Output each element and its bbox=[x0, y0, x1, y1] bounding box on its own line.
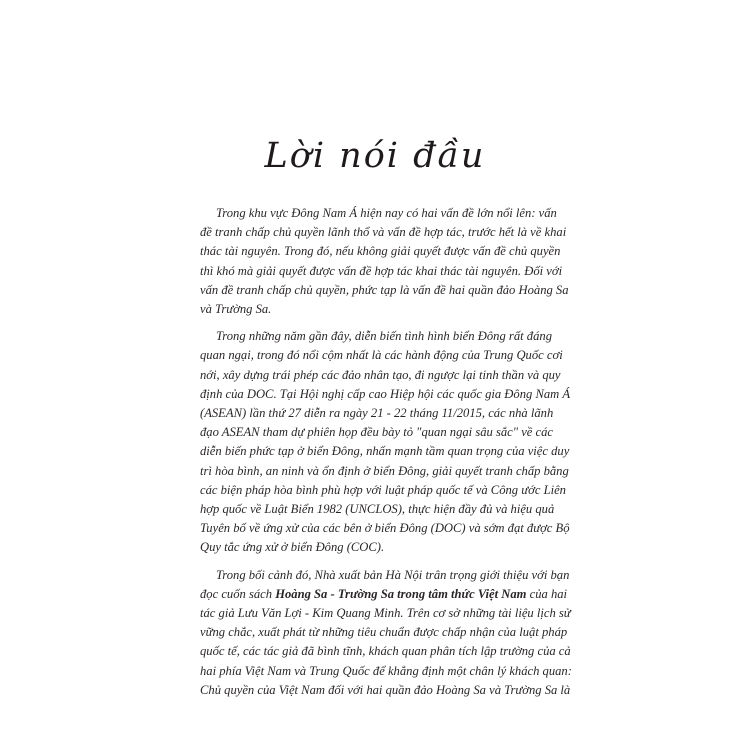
text-line: nới, xây dựng trái phép các đảo nhân tạo, đi ngược lại tinh thần và quy bbox=[200, 367, 561, 382]
text-line: quốc tế, các tác giả đã bình tĩnh, khách quan phân tích lập trường của cả bbox=[200, 644, 571, 659]
text-line: đạo ASEAN tham dự phiên họp đều bày tỏ "quan ngại sâu sắc" về các bbox=[200, 425, 553, 440]
text-line: thì khó mà giải quyết được vấn đề hợp tác khai thác tài nguyên. Đối với bbox=[200, 263, 563, 278]
text-line: hai phía Việt Nam và Trung Quốc để khẳng định một chân lý khách quan: bbox=[200, 663, 572, 678]
text-line: trì hòa bình, an ninh và ổn định ở biển Đông, giải quyết tranh chấp bằng bbox=[200, 463, 569, 478]
text-line: Trong bối cảnh đó, Nhà xuất bản Hà Nội trân trọng giới thiệu với bạn bbox=[216, 567, 570, 582]
text-line: vững chắc, xuất phát từ những tiêu chuẩn được chấp nhận của luật pháp bbox=[200, 625, 568, 640]
book-title: Hoàng Sa - Trường Sa trong tâm thức Việt Nam bbox=[275, 586, 527, 601]
text-line: các biện pháp hòa bình phù hợp với luật pháp quốc tế và Công ước Liên bbox=[200, 482, 566, 497]
text-line: Trong khu vực Đông Nam Á hiện nay có hai vấn đề lớn nổi lên: vấn bbox=[216, 206, 557, 220]
text-line: Tuyên bố về ứng xử của các bên ở biển Đông (DOC) và sớm đạt được Bộ bbox=[200, 521, 570, 536]
text-line: định của DOC. Tại Hội nghị cấp cao Hiệp hội các quốc gia Đông Nam Á bbox=[200, 386, 571, 401]
text-line: và Trường Sa. bbox=[200, 302, 272, 317]
text-line: hợp quốc về Luật Biển 1982 (UNCLOS), thực hiện đầy đủ và hiệu quả bbox=[200, 502, 555, 517]
text-line: Chủ quyền của Việt Nam đối với hai quần đảo Hoàng Sa và Trường Sa là bbox=[200, 682, 571, 697]
paragraph-1 bbox=[200, 204, 569, 319]
page-title: Lời nói đầu bbox=[264, 136, 486, 176]
text-line: diễn biến phức tạp ở biển Đông, nhấn mạnh tầm quan trọng của việc duy bbox=[200, 444, 570, 459]
text-line: Trong những năm gần đây, diễn biến tình hình biển Đông rất đáng bbox=[216, 329, 552, 344]
text-line: đọc cuốn sách Hoàng Sa - Trường Sa trong tâm thức Việt Nam của hai bbox=[200, 586, 568, 601]
text-line: thác tài nguyên. Trong đó, nếu không giải quyết được vấn đề chủ quyền bbox=[200, 244, 561, 259]
text-line: Quy tắc ứng xử ở biển Đông (COC). bbox=[200, 540, 385, 555]
paragraph-3 bbox=[200, 566, 572, 700]
preface-body bbox=[200, 204, 572, 708]
paragraph-2 bbox=[200, 327, 571, 557]
text-line: vấn đề tranh chấp chủ quyền, phức tạp là vấn đề hai quần đảo Hoàng Sa bbox=[200, 282, 569, 297]
text-line: tác giả Lưu Văn Lợi - Kim Quang Minh. Trên cơ sở những tài liệu lịch sử bbox=[200, 606, 571, 621]
text-line: (ASEAN) lần thứ 27 diễn ra ngày 21 - 22 tháng 11/2015, các nhà lãnh bbox=[200, 406, 554, 421]
text-line: quan ngại, trong đó nổi cộm nhất là các hành động của Trung Quốc cơi bbox=[200, 348, 563, 363]
text-line: đề tranh chấp chủ quyền lãnh thổ và vấn đề hợp tác, trước hết là về khai bbox=[200, 225, 567, 240]
